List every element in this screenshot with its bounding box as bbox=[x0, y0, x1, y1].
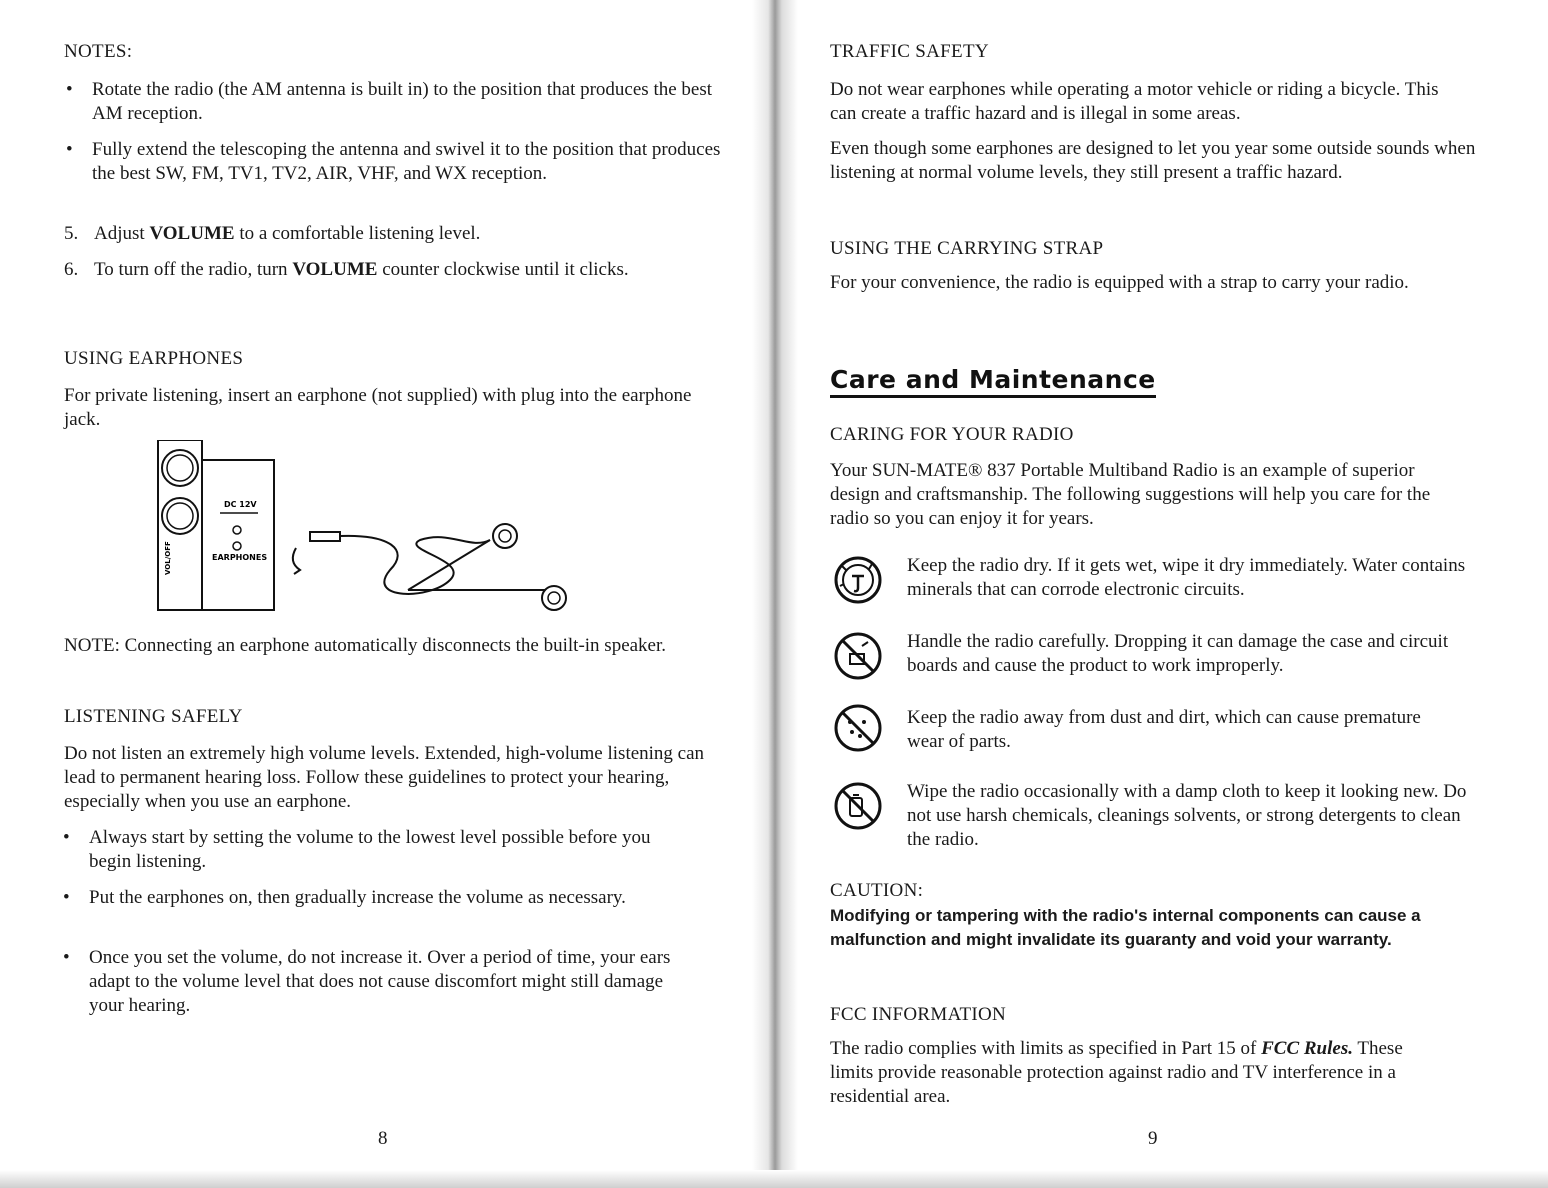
page-number-left: 8 bbox=[378, 1128, 388, 1149]
caring-text: Your SUN-MATE® 837 Portable Multiband Radio is an example of superior design and craftsmanship. The following suggestions will help you care for the radio so you can enjoy it for years. bbox=[830, 460, 1431, 529]
listening-safely-text: Do not listen an extremely high volume levels. Extended, high-volume listening can lead to permanent hearing loss. Follow these guidelines to protect your hearing, especially when you use an earphone. bbox=[64, 743, 705, 812]
water-icon bbox=[834, 556, 882, 604]
safety-bullet-1: • Always start by setting the volume to the lowest level possible before you begin listening. bbox=[63, 827, 651, 872]
note-bullet-1: • Rotate the radio (the AM antenna is built in) to the position that produces the best AM reception. bbox=[66, 79, 713, 124]
safety-bullet-3: • Once you set the volume, do not increase it. Over a period of time, your ears adapt to the volume level that does not cause discomfort might still damage your hearing. bbox=[63, 947, 671, 1016]
no-drop-icon bbox=[834, 632, 882, 680]
right-page bbox=[790, 0, 1548, 1188]
step-5: 5. Adjust VOLUME to a comfortable listening level. bbox=[64, 223, 481, 244]
traffic-safety-text-2: Even though some earphones are designed to let you year some outside sounds when listening at normal volume levels, they still present a traffic hazard. bbox=[830, 138, 1476, 183]
note-bullet-2: • Fully extend the telescoping the antenna and swivel it to the position that produces the best SW, FM, TV1, TV2, AIR, VHF, and WX reception. bbox=[66, 139, 721, 184]
care-item-1-text: Keep the radio dry. If it gets wet, wipe it dry immediately. Water contains minerals that can corrode electronic circuits. bbox=[907, 555, 1466, 600]
fcc-header: FCC INFORMATION bbox=[830, 1004, 1007, 1025]
step-6: 6. To turn off the radio, turn VOLUME counter clockwise until it clicks. bbox=[64, 259, 629, 280]
fcc-text: The radio complies with limits as specified in Part 15 of FCC Rules. These limits provide reasonable protection against radio and TV interference in a residential area. bbox=[830, 1038, 1403, 1107]
safety-bullet-2: • Put the earphones on, then gradually increase the volume as necessary. bbox=[63, 887, 626, 908]
earphones-jack-label: EARPHONES bbox=[212, 553, 268, 562]
care-maintenance-title: Care and Maintenance bbox=[830, 366, 1156, 398]
earphone-jack-diagram bbox=[150, 440, 580, 615]
traffic-safety-text-1: Do not wear earphones while operating a motor vehicle or riding a bicycle. This can create a traffic hazard and is illegal in some areas. bbox=[830, 79, 1439, 124]
carrying-strap-text: For your convenience, the radio is equipped with a strap to carry your radio. bbox=[830, 272, 1409, 293]
page-bottom-edge bbox=[0, 1170, 1548, 1188]
carrying-strap-header: USING THE CARRYING STRAP bbox=[830, 238, 1104, 259]
left-page bbox=[0, 0, 770, 1188]
no-chemicals-icon bbox=[834, 782, 882, 830]
earphones-text: For private listening, insert an earphone (not supplied) with plug into the earphone jack. bbox=[64, 385, 692, 430]
notes-header: NOTES: bbox=[64, 41, 133, 62]
dc-label: DC 12V bbox=[224, 500, 257, 509]
caution-text: Modifying or tampering with the radio's internal components can cause a malfunction and might invalidate its guaranty and void your warranty. bbox=[830, 906, 1421, 949]
page-number-right: 9 bbox=[1148, 1128, 1158, 1149]
earphones-header: USING EARPHONES bbox=[64, 348, 244, 369]
care-item-3-text: Keep the radio away from dust and dirt, which can cause premature wear of parts. bbox=[907, 707, 1421, 752]
caution-header: CAUTION: bbox=[830, 880, 924, 901]
caring-header: CARING FOR YOUR RADIO bbox=[830, 424, 1074, 445]
care-item-2-text: Handle the radio carefully. Dropping it can damage the case and circuit boards and cause the product to work improperly. bbox=[907, 631, 1449, 676]
traffic-safety-header: TRAFFIC SAFETY bbox=[830, 41, 989, 62]
care-item-4-text: Wipe the radio occasionally with a damp cloth to keep it looking new. Do not use harsh chemicals, cleanings solvents, or strong detergents to clean the radio. bbox=[907, 781, 1467, 850]
note-text: NOTE: Connecting an earphone automatically disconnects the built-in speaker. bbox=[64, 635, 667, 656]
no-dust-icon bbox=[834, 704, 882, 752]
vol-off-label: VOL/OFF bbox=[164, 541, 172, 575]
listening-safely-header: LISTENING SAFELY bbox=[64, 706, 243, 727]
